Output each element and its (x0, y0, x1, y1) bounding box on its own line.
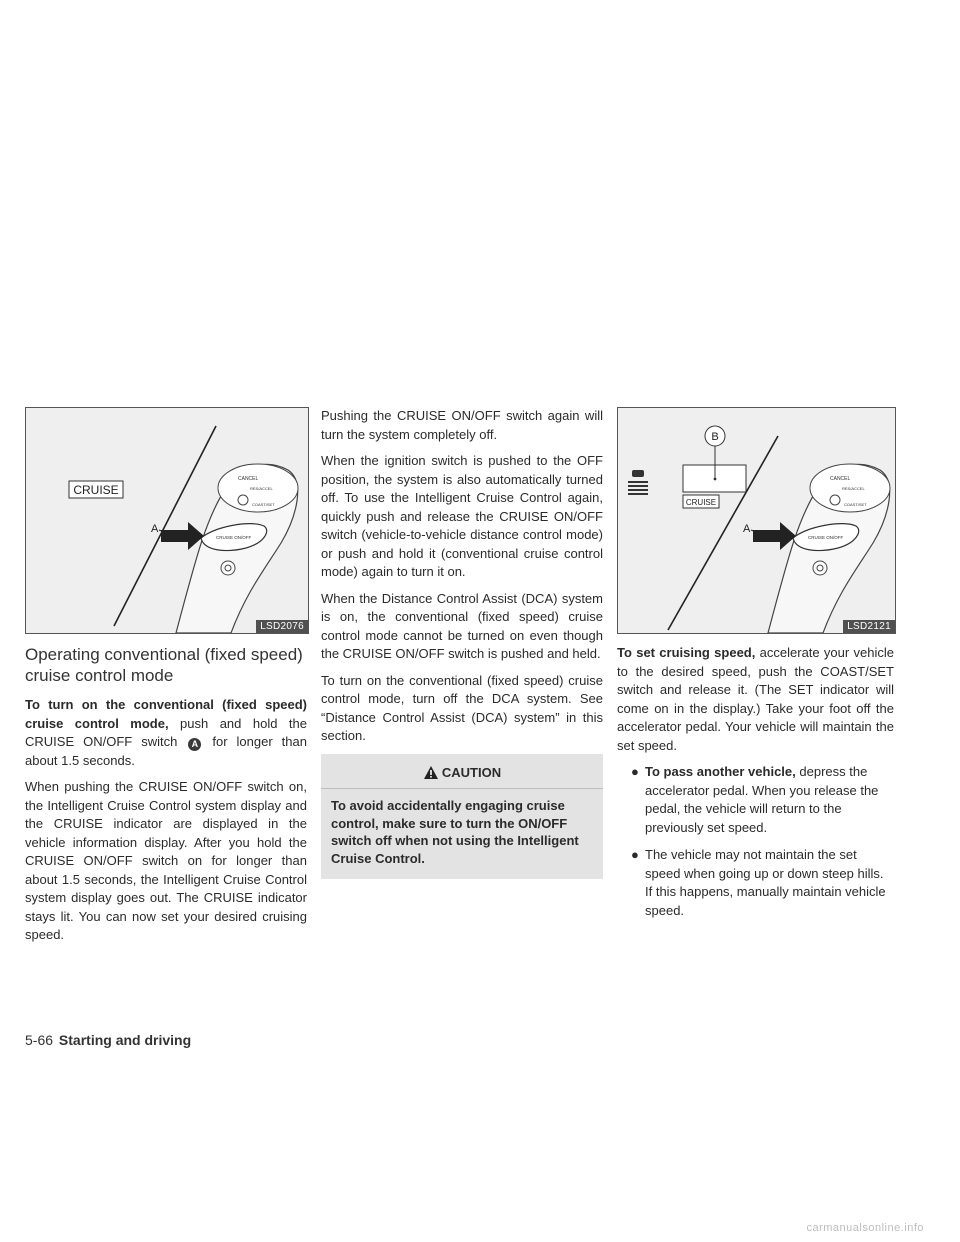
bullet-list (617, 763, 894, 920)
caution-header (321, 754, 603, 790)
figure-code: LSD2076 (256, 620, 308, 633)
paragraph: Pushing the CRUISE ON/OFF switch again will turn the system completely off. (321, 408, 603, 442)
bullet-icon: ● (631, 764, 639, 779)
figure-cruise-switch-with-display (617, 407, 896, 634)
cruise-display-illustration (618, 408, 895, 633)
paragraph: To turn on the conventional (fixed speed) cruise control mode, turn off the DCA system. See “Distance Control Assist (DCA) system” in this section. (321, 672, 603, 743)
figure-cruise-switch (25, 407, 309, 634)
callout-a: A (151, 523, 159, 535)
svg-text:CANCEL: CANCEL (238, 476, 259, 482)
svg-text:CANCEL: CANCEL (830, 476, 851, 482)
caution-box (321, 754, 603, 880)
caution-title: CAUTION (441, 764, 502, 780)
watermark: carmanualsonline.info (806, 1222, 924, 1234)
callout-b: B (711, 431, 719, 443)
cruise-indicator-label: CRUISE (685, 498, 717, 507)
figure-code: LSD2121 (843, 620, 895, 633)
svg-text:COAST/SET: COAST/SET (252, 502, 275, 507)
paragraph: When the Distance Control Assist (DCA) system is on, the conventional (fixed speed) cruise control mode cannot be turned on even though the CRUISE ON/OFF switch is pushed and held. (321, 590, 603, 661)
paragraph: To set cruising speed, accelerate your vehicle to the desired speed, push the COAST/SET switch and release it. (The SET indicator will come on in the display.) Take your foot off the accelerator pedal. Your vehicle will maintain the set speed. (617, 645, 894, 753)
section-heading: Operating conventional (fixed speed) cruise control mode (25, 645, 303, 685)
section-name: Starting and driving (58, 1032, 192, 1048)
callout-marker-a: A (188, 738, 201, 751)
svg-text:COAST/SET: COAST/SET (844, 502, 867, 507)
cruise-switch-illustration (26, 408, 308, 633)
caution-text: To avoid accidentally engaging cruise control, make sure to turn the ON/OFF switch off when not using the Intelligent Cruise Control. (331, 798, 579, 866)
paragraph: When the ignition switch is pushed to the OFF position, the system is also automatically turned off. To use the Intelligent Cruise Control again, quickly push and release the CRUISE ON/OFF switch (vehicle-to-vehicle distance control mode) or push and hold it (conventional cruise control mode) again to turn it on. (321, 453, 603, 579)
column-3 (617, 644, 894, 929)
svg-text:RES/ACCEL: RES/ACCEL (842, 486, 865, 491)
list-item: ● To pass another vehicle, depress the accelerator pedal. When you release the pedal, the vehicle will return to the previously set speed. (631, 764, 879, 835)
column-2 (321, 407, 603, 879)
page-number: 5-66 (25, 1032, 54, 1048)
page-footer (25, 1032, 191, 1048)
paragraph: When pushing the CRUISE ON/OFF switch on, the Intelligent Cruise Control system display and the CRUISE indicator are displayed in the vehicle information display. After you hold the CRUISE ON/OFF switch on for longer than about 1.5 seconds, the Intelligent Cruise Control system display goes out. The CRUISE indicator stays lit. You can now set your desired cruising speed. (25, 779, 307, 942)
bullet-icon: ● (631, 847, 639, 862)
callout-a: A (743, 523, 751, 535)
svg-text:CRUISE ON/OFF: CRUISE ON/OFF (216, 535, 252, 540)
paragraph: To turn on the conventional (fixed speed) cruise control mode, push and hold the CRUISE ON/OFF switch A for longer than about 1.5 seconds. (25, 697, 307, 768)
cruise-indicator-label: CRUISE (73, 483, 119, 497)
list-item: ● The vehicle may not maintain the set speed when going up or down steep hills. If this happens, manually maintain vehicle speed. (631, 847, 886, 918)
warning-icon (423, 765, 439, 780)
column-1 (25, 644, 307, 953)
svg-text:CRUISE ON/OFF: CRUISE ON/OFF (808, 535, 844, 540)
svg-text:RES/ACCEL: RES/ACCEL (250, 486, 273, 491)
